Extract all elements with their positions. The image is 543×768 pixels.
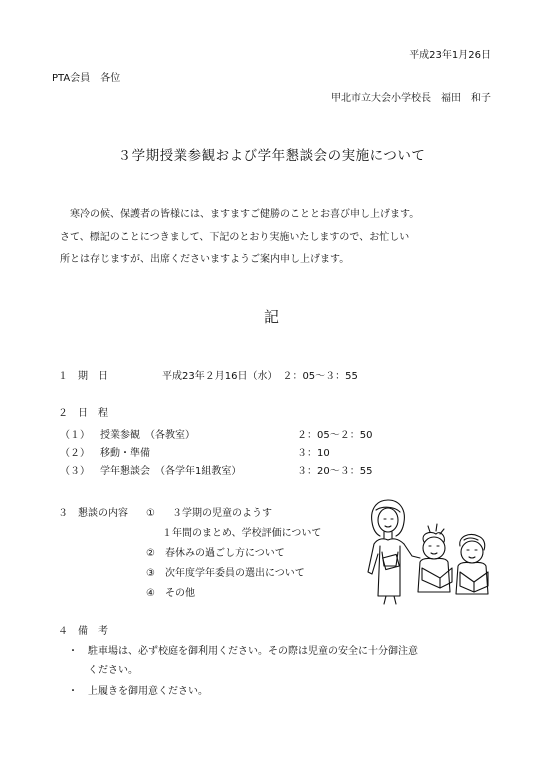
schedule-row-item: 授業参観 （各教室） bbox=[100, 430, 195, 441]
schedule-row-time: ２：05～２：50 bbox=[297, 430, 373, 441]
schedule-row-time: ３：20～３：55 bbox=[297, 466, 373, 477]
content-item-text: １年間のまとめ、学校評価について bbox=[162, 528, 322, 539]
content-item-mark: ② bbox=[146, 548, 155, 559]
section-schedule-label: 日 程 bbox=[78, 408, 108, 419]
schedule-row-item: 移動・準備 bbox=[100, 448, 150, 459]
issue-date: 平成23年1月26日 bbox=[409, 50, 491, 61]
intro-line-2: さて、標記のことにつきまして、下記のとおり実施いたしますので、お忙しい bbox=[60, 232, 410, 243]
teacher-and-children-illustration bbox=[360, 496, 498, 606]
section-date-value: 平成23年２月16日（水） ２：05～３：55 bbox=[162, 371, 358, 382]
schedule-row-no: （１） bbox=[60, 430, 90, 441]
note-line: 上履きを御用意ください。 bbox=[88, 686, 208, 697]
section-notes-number: ４ bbox=[58, 626, 68, 637]
schedule-row-time: ３：10 bbox=[297, 448, 330, 459]
document-title: ３学期授業参観および学年懇談会の実施について bbox=[117, 148, 426, 164]
section-content-number: ３ bbox=[58, 508, 68, 519]
ki-heading: 記 bbox=[263, 308, 279, 326]
schedule-row-no: （３） bbox=[60, 466, 90, 477]
sender: 甲北市立大会小学校長 福田 和子 bbox=[331, 93, 491, 104]
recipient: PTA会員 各位 bbox=[52, 73, 121, 84]
content-item-mark: ③ bbox=[146, 568, 155, 579]
content-item-text: 春休みの過ごし方について bbox=[165, 548, 285, 559]
section-content-label: 懇談の内容 bbox=[78, 508, 128, 519]
section-schedule-number: ２ bbox=[58, 408, 68, 419]
content-item-text: ３学期の児童のようす bbox=[172, 508, 272, 519]
intro-line-3: 所とは存じますが、出席くださいますようご案内申し上げます。 bbox=[60, 254, 350, 265]
section-notes-label: 備 考 bbox=[78, 626, 108, 637]
content-item-text: その他 bbox=[165, 588, 195, 599]
section-date-number: １ bbox=[58, 371, 68, 382]
intro-line-1: 寒冷の候、保護者の皆様には、ますますご健勝のこととお喜び申し上げます。 bbox=[70, 209, 420, 220]
content-item-mark: ① bbox=[146, 508, 155, 519]
schedule-row-item: 学年懇談会 （各学年1組教室） bbox=[100, 466, 242, 477]
note-line: ください。 bbox=[88, 665, 138, 676]
note-bullet: ・ bbox=[68, 686, 78, 697]
content-item-text: 次年度学年委員の選出について bbox=[165, 568, 305, 579]
section-date-label: 期 日 bbox=[78, 371, 108, 382]
content-item-mark: ④ bbox=[146, 588, 155, 599]
schedule-row-no: （２） bbox=[60, 448, 90, 459]
note-line: 駐車場は、必ず校庭を御利用ください。その際は児童の安全に十分御注意 bbox=[88, 646, 418, 657]
note-bullet: ・ bbox=[68, 646, 78, 657]
